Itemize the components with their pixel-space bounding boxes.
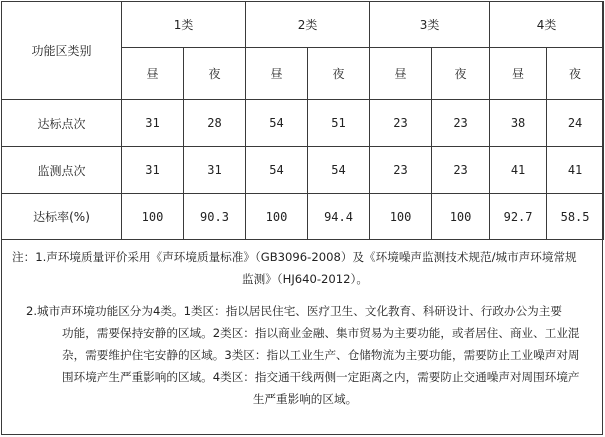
table-cell: 28	[184, 100, 246, 147]
table-cell: 100	[370, 194, 432, 240]
table-cell: 54	[246, 100, 308, 147]
table-row-compliance-rate	[2, 194, 604, 240]
night-header: 夜	[547, 48, 604, 100]
table-cell: 31	[122, 147, 184, 194]
table-cell: 41	[490, 147, 547, 194]
day-header: 昼	[490, 48, 547, 100]
table-cell: 38	[490, 100, 547, 147]
note-1-line-2: 监测》（HJ640-2012）。	[242, 272, 368, 286]
day-header: 昼	[246, 48, 308, 100]
table-notes	[6, 246, 598, 410]
table-cell: 58.5	[547, 194, 604, 240]
table-cell: 23	[370, 147, 432, 194]
table-cell: 23	[370, 100, 432, 147]
table-cell: 31	[184, 147, 246, 194]
table-cell: 51	[308, 100, 370, 147]
night-header: 夜	[308, 48, 370, 100]
header-class-3: 3类	[370, 2, 490, 48]
note-2-line-3: 杂，需要维护住宅安静的区域。3类区：指以工业生产、仓储物流为主要功能，需要防止工业噪声对周	[62, 348, 580, 362]
note-2-line-1: 2.城市声环境功能区分为4类。1类区：指以居民住宅、医疗卫生、文化教育、科研设计、行政办公为主要	[26, 304, 562, 318]
table-cell: 100	[122, 194, 184, 240]
table-cell: 54	[308, 147, 370, 194]
note-1	[6, 246, 598, 290]
night-header: 夜	[432, 48, 490, 100]
table-cell: 23	[432, 100, 490, 147]
table-cell: 54	[246, 147, 308, 194]
class-header-row	[2, 2, 604, 48]
note-2-line-2: 功能，需要保持安静的区域。2类区：指以商业金融、集市贸易为主要功能，或者居住、商业、工业混	[62, 326, 580, 340]
note-2-line-5: 生严重影响的区域。	[252, 392, 358, 406]
row-label: 达标率(%)	[2, 194, 122, 240]
night-header: 夜	[184, 48, 246, 100]
table-cell: 23	[432, 147, 490, 194]
table-cell: 94.4	[308, 194, 370, 240]
header-class-1: 1类	[122, 2, 246, 48]
note-2-line-4: 围环境产生严重影响的区域。4类区：指交通干线两侧一定距离之内，需要防止交通噪声对周围环境产	[62, 370, 580, 384]
row-label: 监测点次	[2, 147, 122, 194]
table-cell: 24	[547, 100, 604, 147]
table-cell: 100	[432, 194, 490, 240]
note-1-line-1: 注：1.声环境质量评价采用《声环境质量标准》（GB3096-2008）及《环境噪声监测技术规范/城市声环境常规	[12, 250, 577, 264]
table-cell: 92.7	[490, 194, 547, 240]
day-header: 昼	[122, 48, 184, 100]
table-cell: 100	[246, 194, 308, 240]
header-class-2: 2类	[246, 2, 370, 48]
row-label: 达标点次	[2, 100, 122, 147]
day-header: 昼	[370, 48, 432, 100]
note-2	[6, 300, 598, 410]
table-row-compliant-count	[2, 100, 604, 147]
noise-compliance-table	[1, 1, 604, 240]
table-row-monitored-count	[2, 147, 604, 194]
table-cell: 31	[122, 100, 184, 147]
header-function-zone: 功能区类别	[2, 2, 122, 100]
table-cell: 41	[547, 147, 604, 194]
table-cell: 90.3	[184, 194, 246, 240]
header-class-4: 4类	[490, 2, 604, 48]
